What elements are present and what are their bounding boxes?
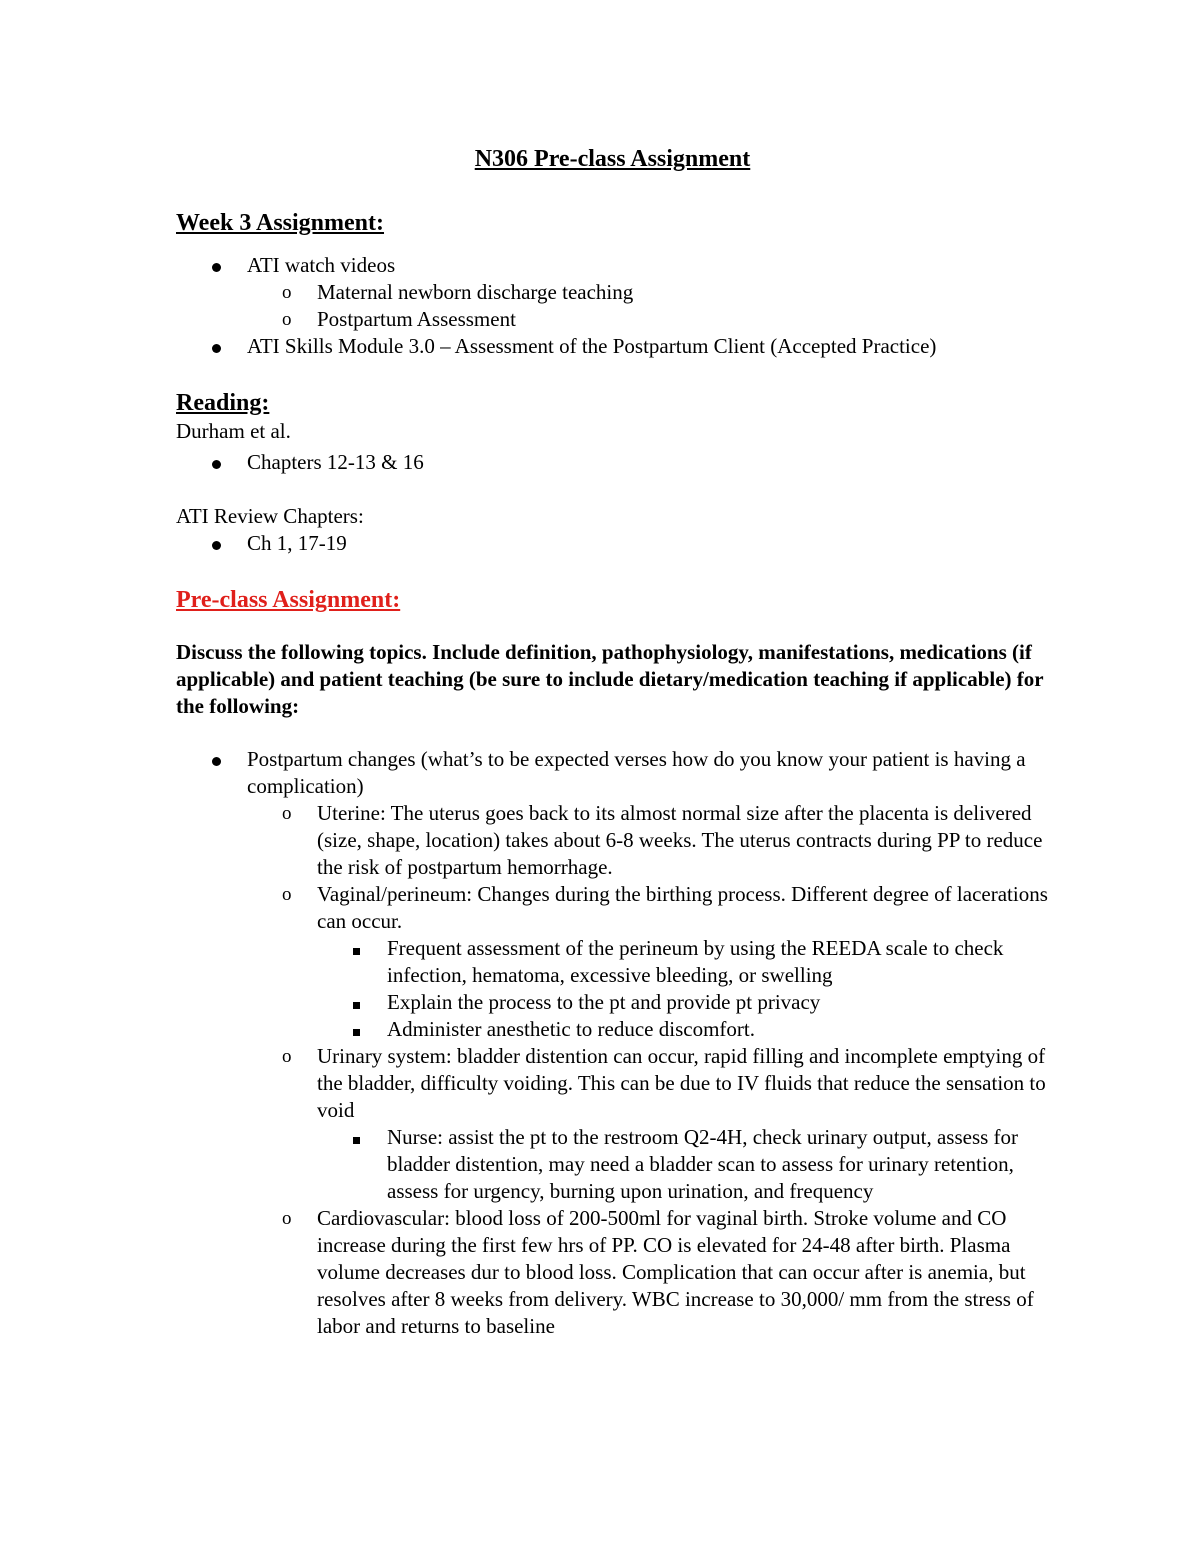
square-bullet-icon xyxy=(353,1137,360,1144)
list-item: Frequent assessment of the perineum by using the REEDA scale to check infection, hematoma, excessive bleeding, or swelling xyxy=(176,935,1050,989)
preclass-heading: Pre-class Assignment: xyxy=(176,587,401,613)
list-item: o Cardiovascular: blood loss of 200-500ml for vaginal birth. Stroke volume and CO increase during the first few hrs of PP. CO is elevated for 24-48 after birth. Plasma volume decreases dur to blood loss. Complication that can occur after is anemia, but resolves after 8 weeks from delivery. WBC increase to 30,000/ mm from the stress of labor and returns to baseline xyxy=(282,1206,1034,1338)
list-item: ATI watch videos xyxy=(176,252,1050,279)
list-item: Explain the process to the pt and provide pt privacy xyxy=(176,989,1050,1016)
list-item: o Urinary system: bladder distention can occur, rapid filling and incomplete emptying of the bladder, difficulty voiding. This can be due to IV fluids that reduce the sensation to void xyxy=(282,1044,1046,1122)
reading-author: Durham et al. xyxy=(176,419,291,443)
circle-bullet-icon: o xyxy=(282,1046,292,1067)
list-item: o Vaginal/perineum: Changes during the birthing process. Different degree of lacerations can occur. xyxy=(282,882,1048,933)
square-bullet-icon xyxy=(353,1002,360,1009)
bullet-icon xyxy=(212,541,221,550)
instructions: Discuss the following topics. Include definition, pathophysiology, manifestations, medications (if applicable) and patient teaching (be sure to include dietary/medication teaching if applicable) for the following: xyxy=(176,640,1044,718)
list-item: o Uterine: The uterus goes back to its almost normal size after the placenta is delivered (size, shape, location) takes about 6-8 weeks. The uterus contracts during PP to reduce the risk of postpartum hemorrhage. xyxy=(282,801,1043,879)
bullet-icon xyxy=(212,344,221,353)
list-item: ATI Skills Module 3.0 – Assessment of the Postpartum Client (Accepted Practice) xyxy=(176,333,1050,360)
page-title: N306 Pre-class Assignment xyxy=(474,146,751,172)
bullet-icon xyxy=(212,460,221,469)
list-item: Chapters 12-13 & 16 xyxy=(176,449,1050,476)
circle-bullet-icon: o xyxy=(282,1208,292,1229)
ati-review-list xyxy=(176,530,1050,557)
circle-bullet-icon: o xyxy=(282,309,292,330)
ati-review-label: ATI Review Chapters: xyxy=(176,504,364,528)
reading-list xyxy=(176,449,1050,476)
list-item: Nurse: assist the pt to the restroom Q2-4H, check urinary output, assess for bladder distention, may need a bladder scan to assess for urinary retention, assess for urgency, burning upon urination, and frequency xyxy=(176,1124,1050,1205)
square-bullet-icon xyxy=(353,948,360,955)
list-item: Postpartum changes (what’s to be expected verses how do you know your patient is having a complication) xyxy=(176,746,1050,800)
list-item: Ch 1, 17-19 xyxy=(176,530,1050,557)
circle-bullet-icon: o xyxy=(282,803,292,824)
reading-heading: Reading: xyxy=(176,390,270,416)
week-heading: Week 3 Assignment: xyxy=(176,210,385,236)
topics-list xyxy=(176,746,1050,1340)
list-item: o Maternal newborn discharge teaching xyxy=(282,280,634,304)
bullet-icon xyxy=(212,757,221,766)
week-list xyxy=(176,252,1050,360)
list-item: o Postpartum Assessment xyxy=(282,307,516,331)
square-bullet-icon xyxy=(353,1029,360,1036)
circle-bullet-icon: o xyxy=(282,884,292,905)
list-item: Administer anesthetic to reduce discomfort. xyxy=(176,1016,1050,1043)
bullet-icon xyxy=(212,263,221,272)
circle-bullet-icon: o xyxy=(282,282,292,303)
